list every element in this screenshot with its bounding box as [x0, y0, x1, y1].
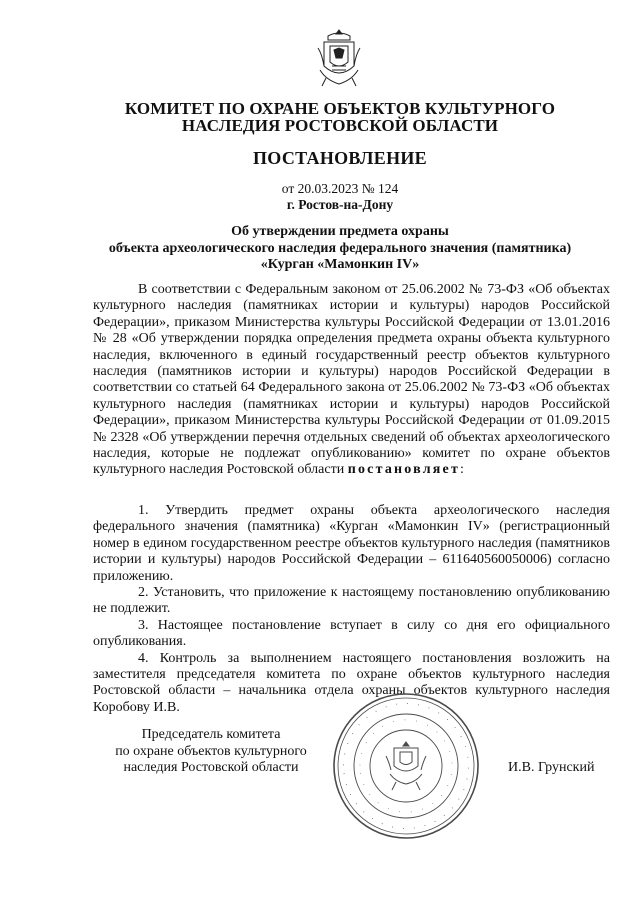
svg-text:· · · · · · · · · · · · · · ·: · · · · · · · · · · · · · · · · · · · · · · · · ·: [356, 716, 455, 816]
subject-line-2: объекта археологического наследия федерального значения (памятника): [108, 240, 572, 256]
preamble-text: В соответствии с Федеральным законом от 25.06.2002 № 73-ФЗ «Об объектах культурного наследия (памятниках истории и культуры) народов Российской Федерации», приказом Министерства культуры Российской Федерации от 13.01.2016 № 28 «Об утверждении порядка определения предмета охраны объекта культурного наследия, включенного в единый государственный реестр объектов культурного наследия (памятников истории и культуры) народов Российской Федерации в соответствии со статьей 64 Федерального закона от 25.06.2002 № 73-ФЗ «Об объектах культурного наследия (памятниках истории и культуры) народов Российской Федерации», приказом Министерства культуры Российской Федерации от 01.09.2015 № 2328 «Об утверждении перечня отдельных сведений об объектах археологического наследия, которые не подлежат опубликованию» комитет по охране объектов культурного наследия Ростовской области: [93, 282, 610, 478]
list-item: 2. Установить, что приложение к настоящему постановлению опубликованию не подлежит.: [93, 585, 610, 617]
subject-heading: [60, 224, 620, 274]
signatory-name: И.В. Грунский: [508, 760, 595, 775]
organization-line-1: КОМИТЕТ ПО ОХРАНЕ ОБЪЕКТОВ КУЛЬТУРНОГО: [124, 99, 556, 118]
svg-text:· · · · · · · · · · · · · · ·: · · · · · · · · · · · · · · · · · · · · · · · · · · · · · · · · · · · ·: [339, 699, 473, 832]
organization-name: [60, 100, 620, 134]
city: г. Ростов-на-Дону: [286, 197, 394, 212]
signatory-title-line-1: Председатель комитета: [141, 727, 281, 742]
signatory-title-line-2: по охране объектов культурного: [115, 743, 307, 759]
preamble-paragraph: [93, 282, 610, 479]
official-seal-icon: [330, 690, 482, 842]
organization-line-2: НАСЛЕДИЯ РОСТОВСКОЙ ОБЛАСТИ: [181, 116, 499, 135]
signatory-title-line-3: наследия Ростовской области: [123, 760, 299, 775]
subject-line-3: «Курган «Мамонкин IV»: [260, 257, 420, 272]
date-number: от 20.03.2023 № 124: [281, 181, 399, 196]
list-item: 1. Утвердить предмет охраны объекта археологического наследия федерального значения (памятника) «Курган «Мамонкин IV» (регистрационный номер в едином государственном реестре объектов культурного наследия (памятников истории и культуры) народов Российской Федерации – 611640560050006) согласно приложению.: [93, 503, 610, 584]
list-item: 3. Настоящее постановление вступает в силу со дня его официального опубликования.: [93, 617, 610, 650]
preamble: [93, 282, 610, 479]
list-item: 4. Контроль за выполнением настоящего постановления возложить на заместителя председателя комитета по охране объектов культурного наследия Ростовской области – начальника отдела охраны объектов культурного наследия Коробову И.В.: [93, 650, 610, 715]
document-type: ПОСТАНОВЛЕНИЕ: [253, 148, 427, 168]
signatory-title: [96, 727, 326, 777]
resolution-items: [93, 503, 610, 716]
subject-line-1: Об утверждении предмета охраны: [231, 224, 449, 239]
resolves-colon: :: [460, 462, 464, 478]
resolves-word: постановляет: [347, 462, 461, 478]
coat-of-arms-icon: [316, 28, 362, 88]
